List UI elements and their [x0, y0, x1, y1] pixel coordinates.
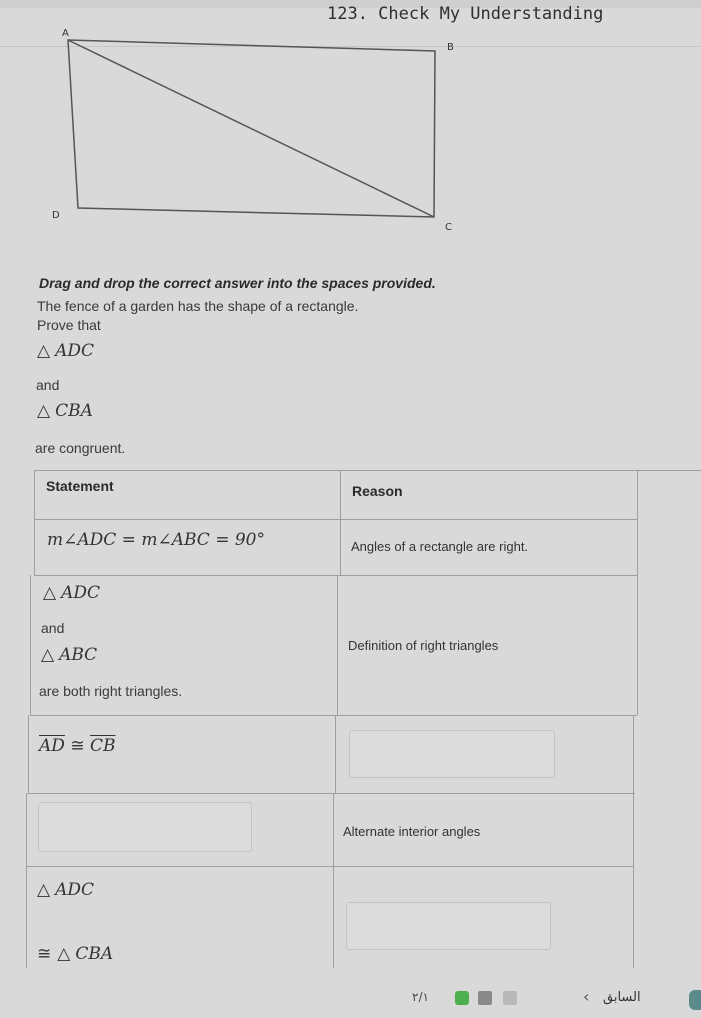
row2-and: and — [41, 620, 65, 636]
row-line-1 — [34, 575, 637, 576]
row-line-4 — [26, 866, 633, 867]
status-square-icon-2[interactable] — [503, 991, 517, 1005]
rectangle-diagram — [40, 28, 480, 238]
label-a: A — [62, 28, 69, 39]
table-left-line-3 — [28, 715, 29, 793]
page-title: 123. Check My Understanding — [327, 4, 604, 24]
column-divider-2 — [337, 575, 338, 715]
table-right-line — [637, 470, 638, 715]
and-text: and — [36, 377, 60, 393]
table-right-line-2 — [633, 715, 634, 968]
table-header-line — [34, 519, 637, 520]
previous-button[interactable]: السابق — [603, 990, 641, 1005]
page-indicator: ٢/١ — [412, 990, 429, 1004]
prove-that: Prove that — [37, 317, 101, 333]
label-d: D — [52, 210, 60, 221]
column-divider-1 — [340, 470, 341, 575]
row2-right-triangles: are both right triangles. — [39, 683, 183, 699]
reason-drop-zone-2[interactable] — [346, 902, 551, 950]
row-line-3 — [28, 793, 635, 794]
table-top-line — [34, 470, 701, 471]
row2-triangle-abc: △ ABC — [41, 645, 98, 665]
reason-drop-zone-1[interactable] — [349, 730, 555, 778]
row5-triangle-adc: △ ADC — [37, 880, 94, 900]
diagonal-ac — [68, 40, 434, 217]
reason-header: Reason — [352, 483, 403, 499]
row4-reason: Alternate interior angles — [343, 824, 481, 839]
statement-drop-zone[interactable] — [38, 802, 252, 852]
checkmark-icon[interactable] — [455, 991, 469, 1005]
statement-header: Statement — [46, 478, 114, 494]
instruction-text: Drag and drop the correct answer into the spaces provided. — [39, 275, 436, 291]
table-left-line — [34, 470, 35, 575]
row5-triangle-cba: ≅ △ CBA — [37, 944, 114, 964]
row3-statement: $\overline{AD}$ ≅ $\overline{CB}$ — [39, 736, 116, 756]
row-line-2 — [30, 715, 637, 716]
row2-triangle-adc: △ ADC — [43, 583, 100, 603]
footer-bar — [0, 975, 701, 1018]
triangle-cba: △ CBA — [37, 401, 93, 421]
row2-reason: Definition of right triangles — [348, 638, 499, 653]
side-tab-icon[interactable] — [689, 990, 701, 1010]
table-left-line-2 — [30, 575, 31, 715]
are-congruent: are congruent. — [35, 440, 126, 456]
table-left-line-4 — [26, 793, 27, 968]
status-square-icon[interactable] — [478, 991, 492, 1005]
column-divider-4 — [333, 793, 334, 968]
row1-statement: m∠ADC = m∠ABC = 90° — [47, 530, 265, 550]
column-divider-3 — [335, 715, 336, 793]
triangle-adc: △ ADC — [37, 341, 94, 361]
label-c: C — [445, 222, 452, 233]
row1-reason: Angles of a rectangle are right. — [351, 539, 529, 554]
label-b: B — [447, 42, 454, 53]
problem-statement: The fence of a garden has the shape of a rectangle. — [37, 298, 359, 314]
chevron-left-icon[interactable]: ‹ — [583, 987, 590, 1006]
